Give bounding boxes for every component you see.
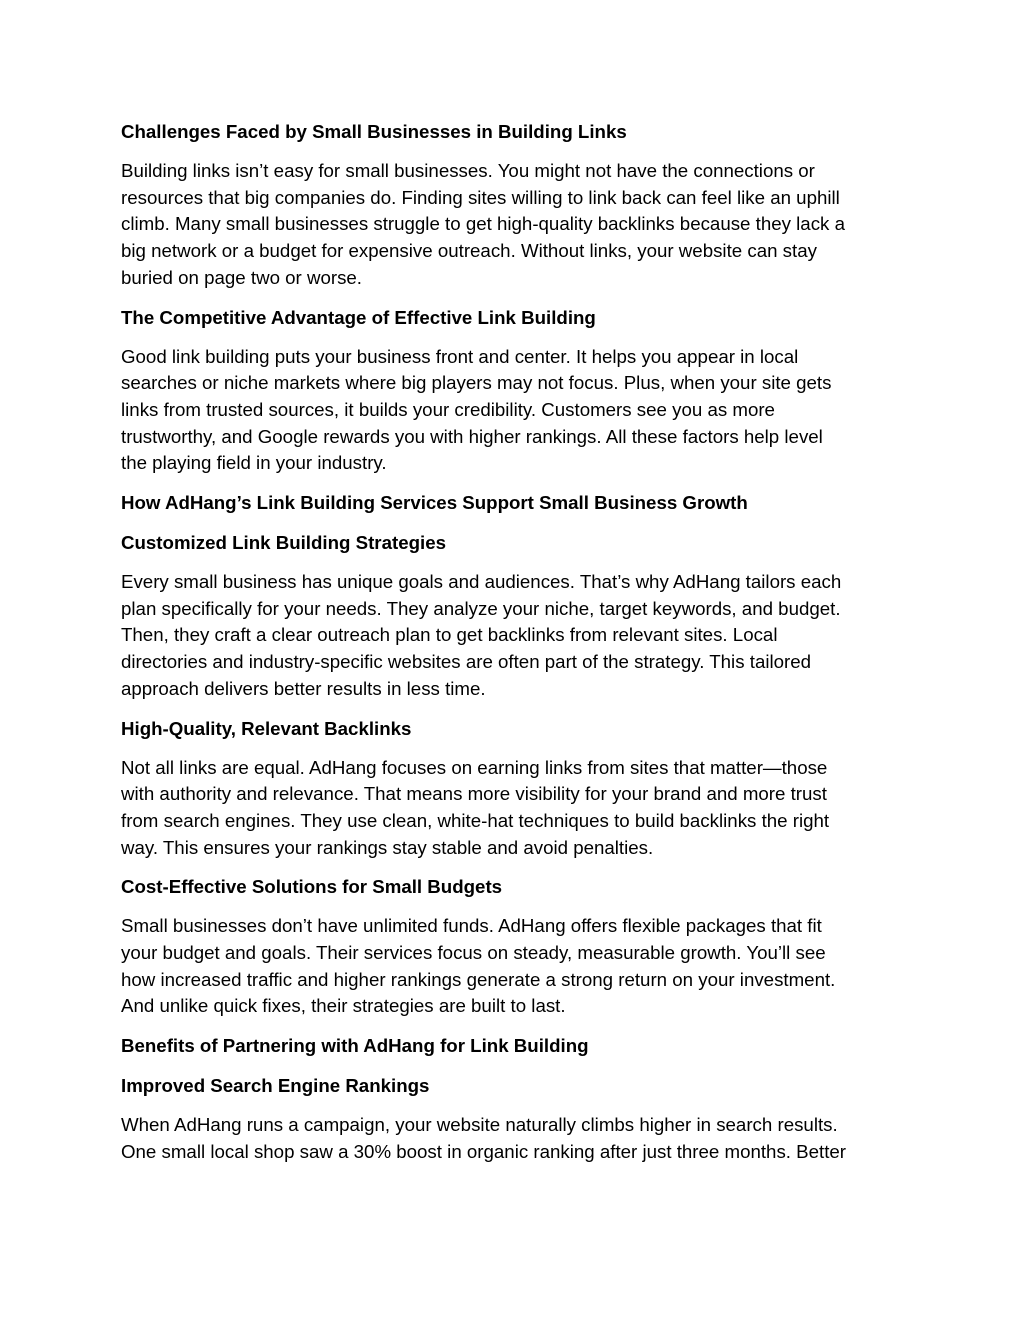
paragraph-customized-strategies xyxy=(121,569,911,703)
text-line: climb. Many small businesses struggle to get high-quality backlinks because they lack a xyxy=(121,213,845,235)
text-line: the playing field in your industry. xyxy=(121,452,387,474)
text-line: from search engines. They use clean, white-hat techniques to build backlinks the right xyxy=(121,809,830,831)
heading-customized-strategies: Customized Link Building Strategies xyxy=(121,532,446,554)
text-line: approach delivers better results in less time. xyxy=(121,677,486,699)
paragraph-high-quality-backlinks xyxy=(121,755,911,862)
paragraph-improved-rankings xyxy=(121,1112,911,1165)
heading-cost-effective: Cost-Effective Solutions for Small Budgets xyxy=(121,876,503,898)
text-line: Then, they craft a clear outreach plan to get backlinks from relevant sites. Local xyxy=(121,624,778,646)
text-line: trustworthy, and Google rewards you with higher rankings. All these factors help level xyxy=(121,425,823,447)
paragraph-cost-effective xyxy=(121,913,911,1020)
text-line: Every small business has unique goals and audiences. That’s why AdHang tailors each xyxy=(121,571,842,593)
text-line: Building links isn’t easy for small businesses. You might not have the connections or xyxy=(121,160,815,181)
text-line: your budget and goals. Their services focus on steady, measurable growth. You’ll see xyxy=(121,942,826,964)
text-line: plan specifically for your needs. They analyze your niche, target keywords, and budget. xyxy=(121,597,841,619)
text-line: way. This ensures your rankings stay stable and avoid penalties. xyxy=(121,836,654,858)
text-line: with authority and relevance. That means more visibility for your brand and more trust xyxy=(121,783,827,805)
text-line: Good link building puts your business front and center. It helps you appear in local xyxy=(121,345,799,367)
heading-competitive-advantage: The Competitive Advantage of Effective Link Building xyxy=(121,306,596,328)
text-line: When AdHang runs a campaign, your website naturally climbs higher in search results. xyxy=(121,1114,838,1136)
heading-challenges: Challenges Faced by Small Businesses in Building Links xyxy=(121,121,627,142)
text-line: searches or niche markets where big players may not focus. Plus, when your site gets xyxy=(121,372,832,394)
heading-improved-rankings: Improved Search Engine Rankings xyxy=(121,1075,430,1097)
text-line: directories and industry-specific websites are often part of the strategy. This tailored xyxy=(121,651,812,673)
text-line: big network or a budget for expensive outreach. Without links, your website can stay xyxy=(121,240,817,262)
text-line: buried on page two or worse. xyxy=(121,266,363,288)
paragraph-challenges xyxy=(121,158,911,292)
text-line: how increased traffic and higher rankings generate a strong return on your investment. xyxy=(121,968,836,990)
heading-adhang-support: How AdHang’s Link Building Services Support Small Business Growth xyxy=(121,492,748,514)
heading-benefits: Benefits of Partnering with AdHang for Link Building xyxy=(121,1035,589,1057)
text-line: links from trusted sources, it builds your credibility. Customers see you as more xyxy=(121,398,775,420)
text-line: resources that big companies do. Finding sites willing to link back can feel like an uphill xyxy=(121,186,840,208)
heading-high-quality-backlinks: High-Quality, Relevant Backlinks xyxy=(121,717,412,739)
paragraph-competitive-advantage xyxy=(121,344,911,478)
document-body xyxy=(121,118,911,1178)
text-line: Not all links are equal. AdHang focuses on earning links from sites that matter—those xyxy=(121,756,828,778)
text-line: Small businesses don’t have unlimited funds. AdHang offers flexible packages that fit xyxy=(121,915,822,937)
text-line: And unlike quick fixes, their strategies are built to last. xyxy=(121,995,566,1017)
text-line: One small local shop saw a 30% boost in organic ranking after just three months. Better xyxy=(121,1140,847,1162)
